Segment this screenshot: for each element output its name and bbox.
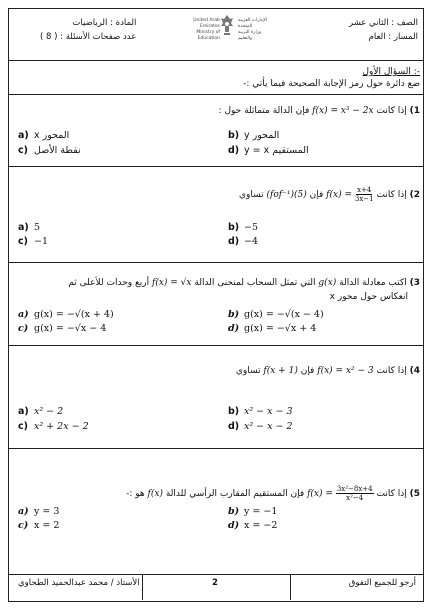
q1-option-c[interactable]: c) نقطة الأصل — [18, 145, 81, 156]
question-3-line-2: انعكاس حول محور x — [329, 292, 408, 302]
exam-header — [8, 8, 424, 62]
header-divider — [8, 60, 424, 61]
q5-option-a[interactable]: a) y = 3 — [18, 506, 60, 517]
footer-teacher: الأستاذ / محمد عبدالحميد الطحاوي — [18, 578, 140, 588]
q1-option-a[interactable]: a) المحور x — [18, 130, 70, 141]
ministry-name-en: United Arab Emirates Ministry of Education — [193, 18, 220, 41]
q1-option-d[interactable]: d) المستقيم y = x — [228, 145, 309, 156]
section-title: السؤال الأول :- — [362, 67, 420, 77]
q4-option-a[interactable]: a) x² − 2 — [18, 406, 64, 417]
falcon-emblem-icon — [220, 14, 234, 36]
q4-function: f(x) = x² − 3 — [317, 366, 374, 376]
q3-option-a[interactable]: a) g(x) = −√(x + 4) — [18, 309, 114, 320]
grade-label: الصف : الثاني عشر — [349, 18, 418, 28]
q3-option-d[interactable]: d) g(x) = −√x + 4 — [228, 323, 317, 334]
q2-option-d[interactable]: d) −4 — [228, 236, 259, 247]
q2-composition: (fof⁻¹)(5) — [266, 190, 307, 200]
question-4: 4) إذا كانت f(x) = x² − 3 فإن f(x + 1) تساوي — [235, 366, 420, 376]
footer-separator-left — [142, 574, 143, 600]
q5-fraction: $\frac{\text{3x²−8x+4}}{\text{x²−4}}$ — [336, 485, 373, 502]
header-left-block — [40, 16, 136, 44]
instruction-text: ضع دائرة حول رمز الإجابة الصحيحة فيما يأتي :- — [243, 79, 420, 89]
q2-fraction: $\frac{x+4}{3x-1}$ — [354, 186, 374, 203]
q5-option-b[interactable]: b) y = −1 — [228, 506, 278, 517]
page-number: 2 — [212, 578, 218, 588]
subject-label: المادة : الرياضيات — [72, 18, 137, 28]
divider-2 — [8, 166, 424, 167]
q5-function: f(x) = $\frac{\text{3x²−8x+4}}{\text{x²−4}}$ — [307, 485, 373, 502]
question-5: 5) إذا كانت f(x) = $\frac{\text{3x²−8x+4}}{\text{x²−4}}$ فإن المستقيم المقارب الرأسي للدالة f(x) هو :- — [126, 485, 420, 502]
q1-function: f(x) = x³ − 2x — [312, 106, 374, 116]
q4-option-c[interactable]: c) x² + 2x − 2 — [18, 421, 89, 432]
q3-option-c[interactable]: c) g(x) = −√x − 4 — [18, 323, 107, 334]
q5-option-d[interactable]: d) x = −2 — [228, 520, 278, 531]
divider-4 — [8, 345, 424, 346]
question-1: 1) إذا كانت f(x) = x³ − 2x فإن الدالة متماثلة حول : — [218, 106, 420, 116]
q2-function: f(x) = $\frac{x+4}{3x-1}$ — [326, 186, 374, 203]
footer-wish: أرجو للجميع التفوق — [348, 578, 416, 588]
q3-option-b[interactable]: b) g(x) = −√(x − 4) — [228, 309, 324, 320]
footer-divider — [8, 574, 424, 575]
header-right-block — [349, 16, 418, 44]
pages-count-label: عدد صفحات الأسئلة : ( 8 ) — [40, 32, 137, 42]
footer-separator-right — [290, 574, 291, 600]
divider-3 — [8, 262, 424, 263]
ministry-name-ar: الإمارات العربية المتحدة وزارة التربية والتعليم — [238, 18, 267, 41]
divider-1 — [8, 94, 424, 95]
divider-5 — [8, 448, 424, 449]
q2-option-c[interactable]: c) −1 — [18, 236, 49, 247]
track-label: المسار : العام — [368, 32, 418, 42]
q2-option-b[interactable]: b) −5 — [228, 222, 259, 233]
ministry-logo — [180, 12, 272, 46]
question-3-line-1: 3) اكتب معادلة الدالة g(x) التي تمثل السحاب لمنحنى الدالة f(x) = √x أربع وحدات للأعلى ثم — [68, 278, 420, 288]
q4-option-b[interactable]: b) x² − x − 3 — [228, 406, 293, 417]
q1-option-b[interactable]: b) المحور y — [228, 130, 280, 141]
q4-option-d[interactable]: d) x² − x − 2 — [228, 421, 293, 432]
q5-option-c[interactable]: c) x = 2 — [18, 520, 60, 531]
page-border — [8, 8, 424, 602]
question-2: 2) إذا كانت f(x) = $\frac{x+4}{3x-1}$ فإن (fof⁻¹)(5) تساوي — [238, 186, 420, 203]
q2-option-a[interactable]: a) 5 — [18, 222, 41, 233]
